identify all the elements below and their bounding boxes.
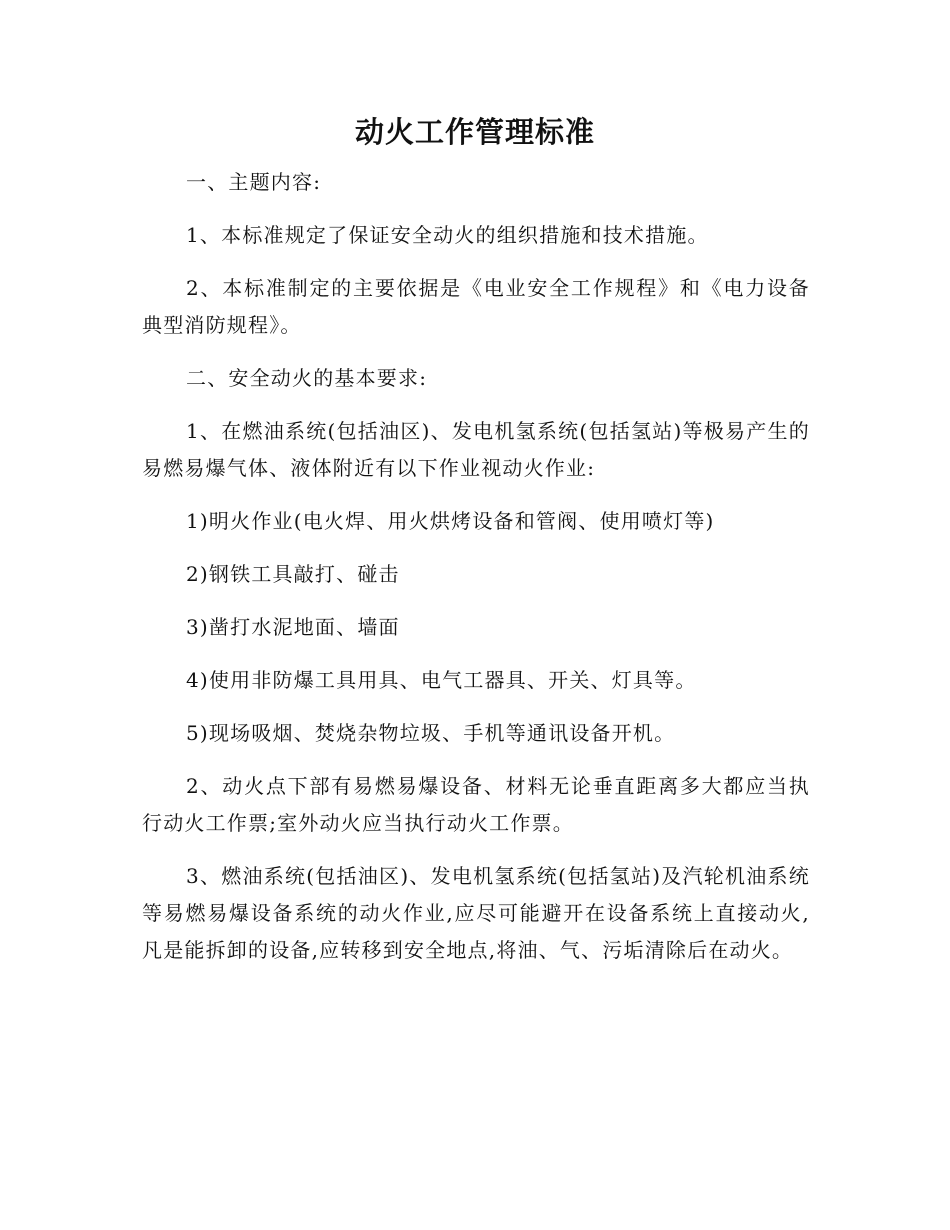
document-title: 动火工作管理标准 xyxy=(354,115,595,149)
list-item: 5)现场吸烟、焚烧杂物垃圾、手机等通讯设备开机。 xyxy=(186,721,676,745)
list-item: 1)明火作业(电火焊、用火烘烤设备和管阀、使用喷灯等) xyxy=(186,509,715,533)
list-item: 2)钢铁工具敲打、碰击 xyxy=(186,562,400,586)
list-item: 4)使用非防爆工具用具、电气工器具、开关、灯具等。 xyxy=(186,668,697,692)
paragraph: 1、在燃油系统(包括油区)、发电机氢系统(包括氢站)等极易产生的易燃易爆气体、液体附近有以下作业视动火作业: xyxy=(142,419,810,480)
document-body xyxy=(142,164,810,985)
section-heading-1: 一、主题内容: xyxy=(186,170,322,194)
list-item: 3)凿打水泥地面、墙面 xyxy=(186,615,400,639)
paragraph: 3、燃油系统(包括油区)、发电机氢系统(包括氢站)及汽轮机油系统等易燃易爆设备系统的动火作业,应尽可能避开在设备系统上直接动火,凡是能拆卸的设备,应转移到安全地点,将油、气、污垢清除后在动火。 xyxy=(142,864,810,962)
paragraph: 2、本标准制定的主要依据是《电业安全工作规程》和《电力设备典型消防规程》。 xyxy=(142,276,810,337)
paragraph: 1、本标准规定了保证安全动火的组织措施和技术措施。 xyxy=(186,223,709,247)
paragraph: 2、动火点下部有易燃易爆设备、材料无论垂直距离多大都应当执行动火工作票;室外动火应当执行动火工作票。 xyxy=(142,774,810,835)
section-heading-2: 二、安全动火的基本要求: xyxy=(186,366,428,390)
